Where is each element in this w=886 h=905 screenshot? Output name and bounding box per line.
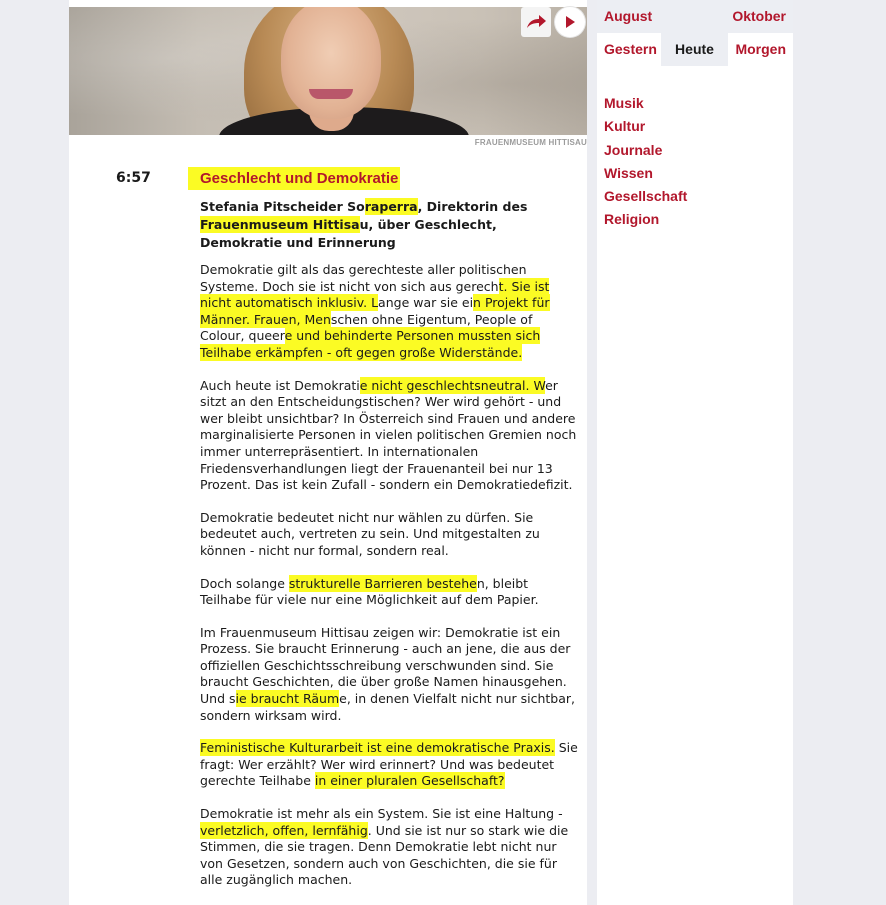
paragraph-2: Auch heute ist Demokratie nicht geschlechtsneutral. Wer sitzt an den Entscheidungstischen? Wer wird gehört - und wer bleibt unsichtbar? In Österreich sind Frauen und andere marginalisierte Personen in vielen politischen Gremien noch immer unterrepräsentiert. In internationalen Friedensverhandlungen liegt der Frauenanteil bei nur 13 Prozent. Das ist kein Zufall - sondern ein Demokratiedefizit. bbox=[200, 377, 577, 493]
next-month-link[interactable]: Oktober bbox=[732, 8, 786, 24]
paragraph-7: Demokratie ist mehr als ein System. Sie ist eine Haltung - verletzlich, offen, lernfähig. Und sie ist nur so stark wie die Stimmen, die sie tragen. Denn Demokratie lebt nicht nur von Gesetzen, sondern auch von Geschichten, die sie für alle zugänglich machen. bbox=[200, 806, 569, 888]
program-sidebar bbox=[597, 0, 793, 905]
play-icon bbox=[563, 15, 577, 29]
category-gesellschaft[interactable]: Gesellschaft bbox=[604, 188, 688, 205]
day-today[interactable]: Heute bbox=[661, 33, 728, 66]
episode-photo bbox=[69, 7, 587, 135]
episode-title[interactable] bbox=[200, 170, 580, 188]
main-content bbox=[69, 0, 587, 905]
paragraph-3: Demokratie bedeutet nicht nur wählen zu dürfen. Sie bedeutet auch, vertreten zu sein. Und mitgestalten zu können - nicht nur formal, sondern real. bbox=[200, 509, 540, 558]
prev-month-link[interactable]: August bbox=[604, 8, 653, 24]
episode-text bbox=[200, 170, 580, 905]
day-navigation bbox=[597, 33, 793, 66]
day-yesterday[interactable]: Gestern bbox=[604, 41, 657, 57]
category-wissen[interactable]: Wissen bbox=[604, 164, 653, 181]
category-religion[interactable]: Religion bbox=[604, 211, 660, 228]
photo-credit: FRAUENMUSEUM HITTISAU bbox=[474, 138, 587, 147]
episode-subtitle: Stefania Pitscheider Soraperra, Direktorin des Frauenmuseum Hittisau, über Geschlecht, Demokratie und Erinnerung bbox=[200, 199, 528, 250]
episode-time: 6:57 bbox=[116, 170, 151, 186]
share-button[interactable] bbox=[521, 7, 551, 37]
category-kultur[interactable]: Kultur bbox=[604, 118, 646, 135]
category-musik[interactable]: Musik bbox=[604, 95, 644, 111]
paragraph-4: Doch solange strukturelle Barrieren bestehen, bleibt Teilhabe für viele nur eine Möglichkeit auf dem Papier. bbox=[200, 575, 539, 608]
play-button[interactable] bbox=[555, 7, 585, 37]
paragraph-1: Demokratie gilt als das gerechteste aller politischen Systeme. Doch sie ist nicht von sich aus gerecht. Sie ist nicht automatisch inklusiv. Lange war sie ein Projekt für Männer. Frauen, Menschen ohne Eigentum, People of Colour, queere und behinderte Personen mussten sich Teilhabe erkämpfen - oft gegen große Widerstände. bbox=[200, 262, 550, 360]
paragraph-6: Feministische Kulturarbeit ist eine demokratische Praxis. Sie fragt: Wer erzählt? Wer wird erinnert? Und was bedeutet gerechte Teilhabe in einer pluralen Gesellschaft? bbox=[200, 740, 578, 789]
category-list bbox=[604, 92, 687, 232]
month-navigation bbox=[597, 0, 793, 33]
day-tomorrow[interactable]: Morgen bbox=[735, 41, 786, 57]
category-journale[interactable]: Journale bbox=[604, 141, 663, 158]
paragraph-5: Im Frauenmuseum Hittisau zeigen wir: Demokratie ist ein Prozess. Sie braucht Erinnerung - auch an jene, die aus der offiziellen Geschichtsschreibung verschwunden sind. Sie braucht Geschichten, die über große Namen hinausgehen. Und sie braucht Räume, in denen Vielfalt nicht nur sichtbar, sondern wirksam wird. bbox=[200, 624, 576, 723]
title-highlight: Geschlecht und Demokratie bbox=[188, 167, 400, 190]
share-arrow-icon bbox=[525, 13, 547, 31]
